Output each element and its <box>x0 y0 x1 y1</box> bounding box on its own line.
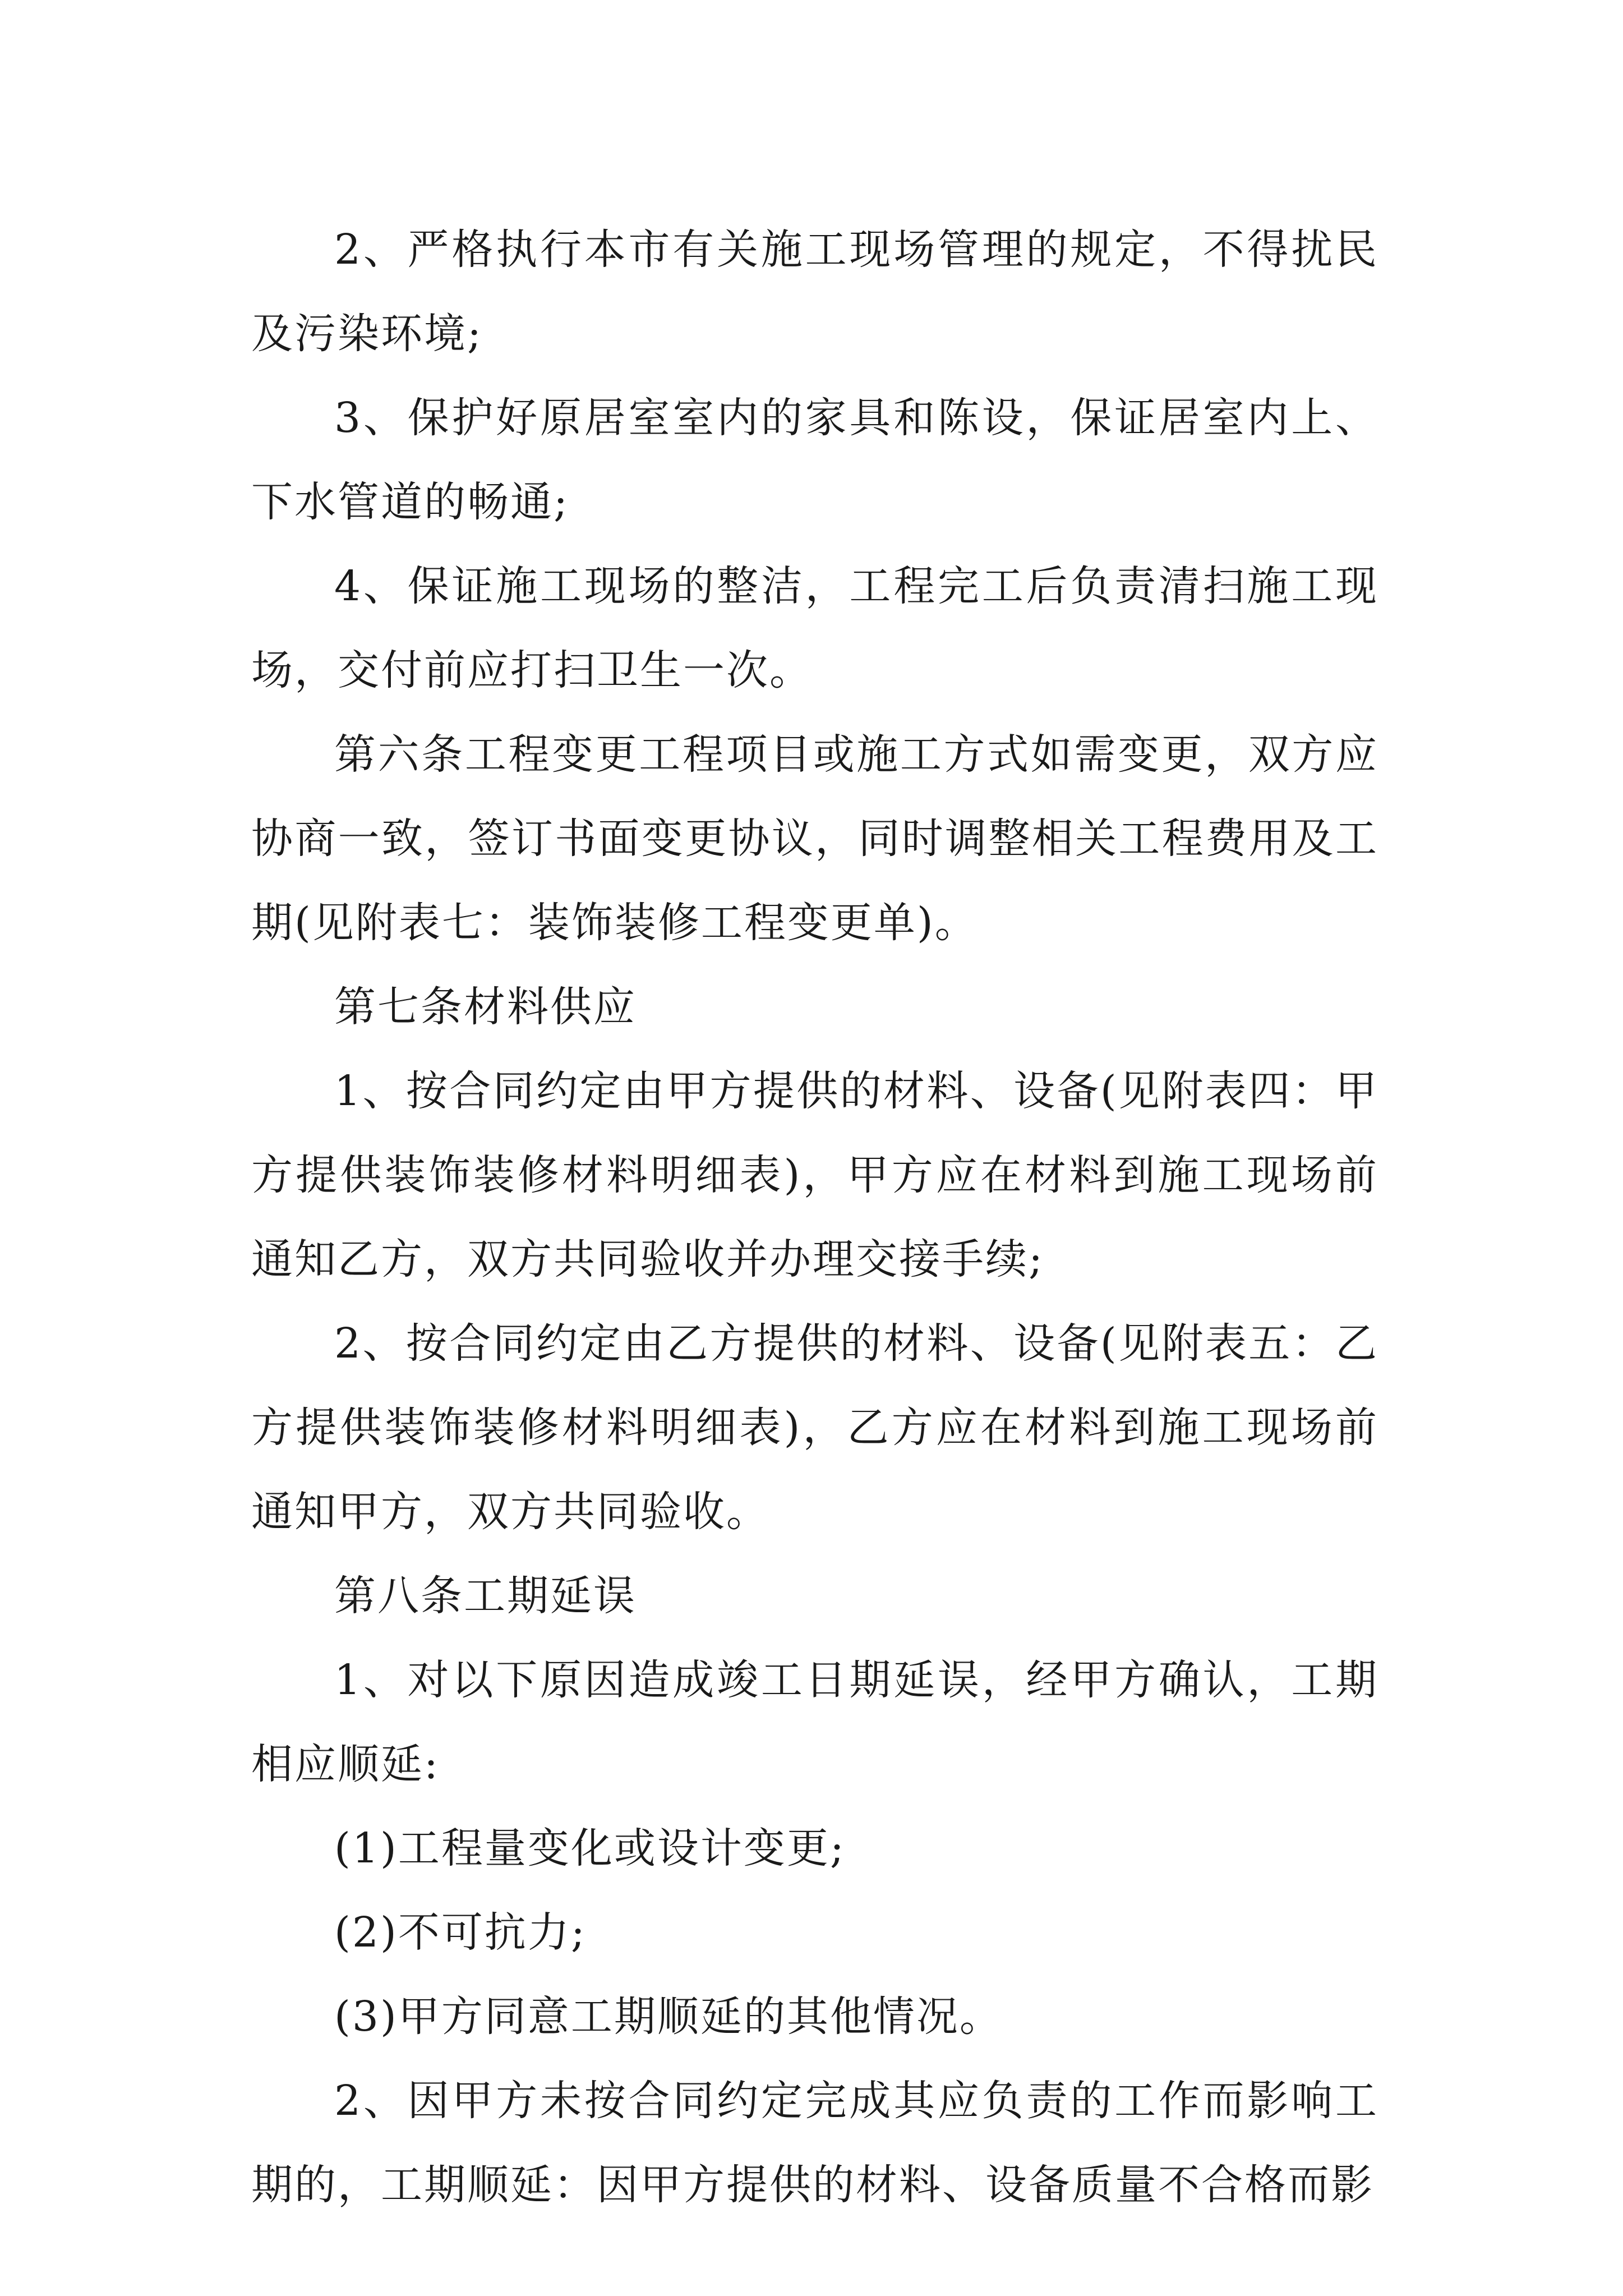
article-8-clause-1: 1、对以下原因造成竣工日期延误，经甲方确认，工期相应顺延: <box>251 1656 1378 1788</box>
article-6-engineering-change: 第六条工程变更工程项目或施工方式如需变更，双方应协商一致，签订书面变更协议，同时调整相关工程费用及工期(见附表七：装饰装修工程变更单)。 <box>251 730 1378 947</box>
article-8-item-1: (1)工程量变化或设计变更; <box>334 1824 846 1872</box>
clause-3-protect-furniture: 3、保护好原居室室内的家具和陈设，保证居室内上、下水管道的畅通; <box>251 394 1378 526</box>
article-8-heading: 第八条工期延误 <box>334 1572 637 1620</box>
article-8-item-3: (3)甲方同意工期顺延的其他情况。 <box>334 1993 1003 2041</box>
article-8-item-2: (2)不可抗力; <box>334 1908 587 1957</box>
document-body <box>251 208 1378 2227</box>
article-8-clause-2: 2、因甲方未按合同约定完成其应负责的工作而影响工期的，工期顺延：因甲方提供的材料、设备质量不合格而影 <box>251 2077 1378 2209</box>
article-7-heading: 第七条材料供应 <box>334 983 637 1031</box>
article-7-clause-1: 1、按合同约定由甲方提供的材料、设备(见附表四：甲方提供装饰装修材料明细表)，甲方应在材料到施工现场前通知乙方，双方共同验收并办理交接手续; <box>251 1067 1378 1283</box>
clause-2-site-rules: 2、严格执行本市有关施工现场管理的规定，不得扰民及污染环境; <box>251 226 1378 358</box>
article-7-clause-2: 2、按合同约定由乙方提供的材料、设备(见附表五：乙方提供装饰装修材料明细表)，乙方应在材料到施工现场前通知甲方，双方共同验收。 <box>251 1319 1378 1536</box>
clause-4-site-cleanliness: 4、保证施工现场的整洁，工程完工后负责清扫施工现场，交付前应打扫卫生一次。 <box>251 562 1378 694</box>
